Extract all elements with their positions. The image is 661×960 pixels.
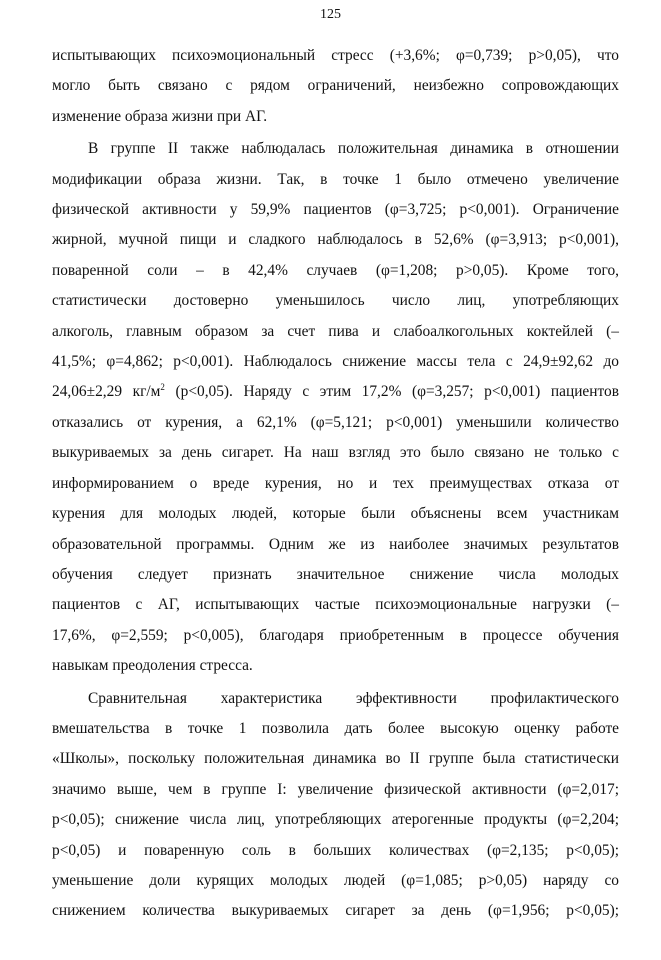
text-line: могло быть связано с рядом ограничений, неизбежно сопровождающих [52,77,619,95]
text-line: p<0,05) и поваренную соль в больших количествах (φ=2,135; p<0,05); [52,841,619,859]
text-line: отказались от курения, а 62,1% (φ=5,121; p<0,001) уменьшили количество [52,413,619,431]
text-fragment: 24,06±2,29 кг/м [52,383,161,401]
text-line: образовательной программы. Одним же из наиболее значимых результатов [52,535,619,553]
page-number: 125 [320,7,341,22]
body-text [52,41,619,927]
text-line: пациентов с АГ, испытывающих частые психоэмоциональные нагрузки (– [52,596,619,614]
text-line: p<0,05); снижение числа лиц, употребляющих атерогенные продукты (φ=2,204; [52,811,619,829]
paragraph-group-2 [52,134,619,681]
text-line: вмешательства в точке 1 позволила дать более высокую оценку работе [52,719,619,737]
text-line: алкоголь, главным образом за счет пива и слабоалкогольных коктейлей (– [52,322,619,340]
paragraph-comparison [52,684,619,927]
text-line: 17,6%, φ=2,559; p<0,005), благодаря приобретенным в процессе обучения [52,626,619,644]
paragraph-continuation [52,41,619,132]
text-line: физической активности у 59,9% пациентов (φ=3,725; p<0,001). Ограничение [52,201,619,219]
text-line: курения для молодых людей, которые были объяснены всем участникам [52,505,619,523]
text-line: навыкам преодоления стресса. [52,657,253,675]
text-line: выкуриваемых за день сигарет. На наш взгляд это было связано не только с [52,444,619,462]
superscript: 2 [160,382,165,393]
text-line: Сравнительная характеристика эффективности профилактического [88,689,619,707]
text-line: значимо выше, чем в группе I: увеличение физической активности (φ=2,017; [52,780,619,798]
text-line: модификации образа жизни. Так, в точке 1 было отмечено увеличение [52,170,619,188]
text-line: испытывающих психоэмоциональный стресс (+3,6%; φ=0,739; p>0,05), что [52,47,619,64]
text-line: снижением количества выкуриваемых сигарет за день (φ=1,956; p<0,05); [52,902,619,920]
text-line: жирной, мучной пищи и сладкого наблюдалось в 52,6% (φ=3,913; p<0,001), [52,231,619,249]
text-line: 41,5%; φ=4,862; p<0,001). Наблюдалось снижение массы тела с 24,9±92,62 до [52,353,619,371]
text-line: уменьшение доли курящих молодых людей (φ=1,085; p>0,05) наряду со [52,871,619,889]
text-line-with-superscript [52,377,619,407]
text-line: статистически достоверно уменьшилось число лиц, употребляющих [52,292,619,310]
text-line: «Школы», поскольку положительная динамика во II группе была статистически [52,750,619,768]
text-fragment: (p<0,05). Наряду с этим 17,2% (φ=3,257; p<0,001) пациентов [164,383,619,401]
text-line: обучения следует признать значительное снижение числа молодых [52,565,619,583]
text-line: поваренной соли – в 42,4% случаев (φ=1,208; p>0,05). Кроме того, [52,261,619,279]
text-line: В группе II также наблюдалась положительная динамика в отношении [88,140,619,158]
text-line: изменение образа жизни при АГ. [52,107,268,125]
text-line: информированием о вреде курения, но и тех преимуществах отказа от [52,474,619,492]
